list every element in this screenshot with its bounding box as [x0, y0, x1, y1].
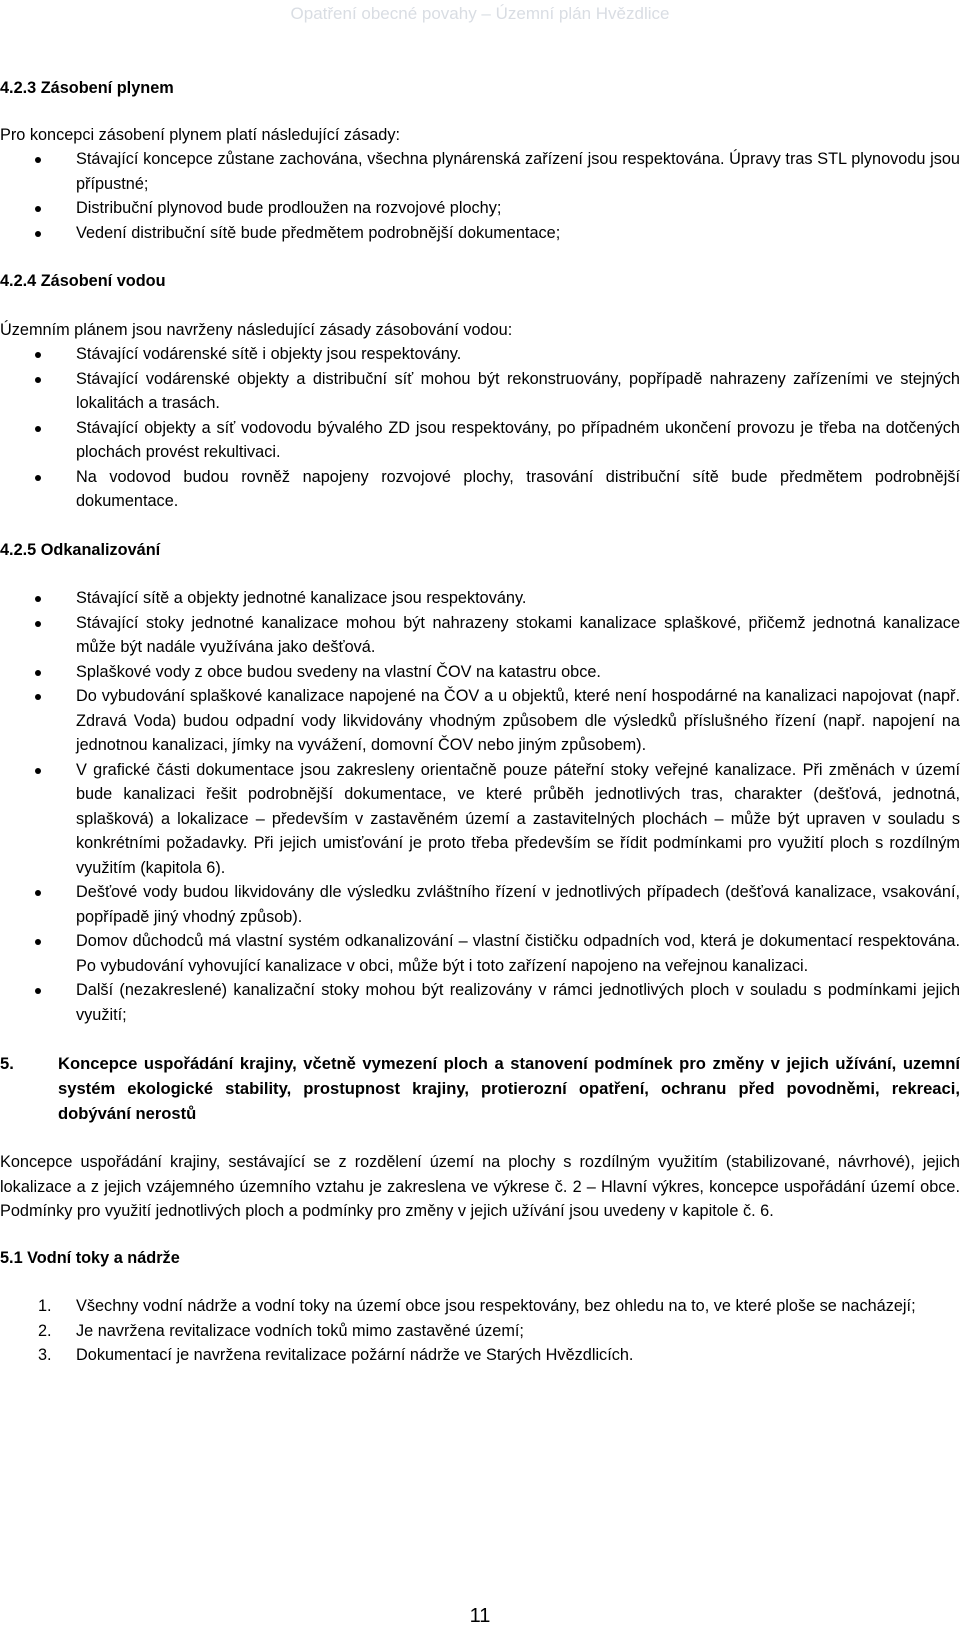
list-item: Na vodovod budou rovněž napojeny rozvojové plochy, trasování distribuční sítě bude předmětem podrobnější dokumentace. [0, 465, 960, 514]
item-text: Je navržena revitalizace vodních toků mimo zastavěné území; [76, 1321, 524, 1340]
list-item: V grafické části dokumentace jsou zakresleny orientačně pouze páteřní stoky veřejné kanalizace. Při změnách v území bude kanalizaci řešit podrobnější dokumentace, ve které průběh jednotlivých tras, charakter (dešťová, jednotná, splašková) a lokalizace – především v zastavěném území a zastavitelných plochách – může být upraven v souladu s konkrétními požadavky. Při jejich umisťování je proto třeba především se řídit podmínkami pro využití ploch s rozdílným využitím (kapitola 6). [0, 758, 960, 881]
chapter-number: 5. [0, 1054, 14, 1073]
item-number: 1. [38, 1297, 52, 1315]
sewer-list [0, 586, 960, 1027]
list-item: Stávající sítě a objekty jednotné kanalizace jsou respektovány. [0, 586, 960, 611]
list-item: Distribuční plynovod bude prodloužen na rozvojové plochy; [0, 196, 960, 221]
item-number: 2. [38, 1321, 52, 1340]
running-header: Opatření obecné povahy – Územní plán Hvězdlice [290, 4, 670, 23]
water-list [0, 342, 960, 514]
list-item [0, 1294, 960, 1319]
list-item: Stávající koncepce zůstane zachována, všechna plynárenská zařízení jsou respektována. Úpravy tras STL plynovodu jsou přípustné; [0, 147, 960, 196]
item-number: 3. [38, 1346, 52, 1364]
water-bodies-list [0, 1294, 960, 1368]
list-item: Stávající stoky jednotné kanalizace mohou být nahrazeny stokami kanalizace splaškové, přičemž jednotná kanalizace může být nadále využívána jako dešťová. [0, 611, 960, 660]
list-item: Vedení distribuční sítě bude předmětem podrobnější dokumentace; [0, 221, 960, 246]
page-number: 11 [469, 1605, 491, 1627]
list-item: Stávající vodárenské sítě i objekty jsou respektovány. [0, 342, 960, 367]
gas-intro: Pro koncepci zásobení plynem platí následující zásady: [0, 125, 401, 144]
list-item: Do vybudování splaškové kanalizace napojené na ČOV a u objektů, které není hospodárné na kanalizaci napojovat (např. Zdravá Voda) budou odpadní vody likvidovány vhodným způsobem dle výsledků příslušného řízení (např. napojení na jednotnou kanalizaci, jímky na vyvážení, domovní ČOV nebo jiným způsobem). [0, 684, 960, 758]
list-item: Splaškové vody z obce budou svedeny na vlastní ČOV na katastru obce. [0, 660, 960, 685]
heading-water-bodies: 5.1 Vodní toky a nádrže [0, 1248, 180, 1267]
list-item: Domov důchodců má vlastní systém odkanalizování – vlastní čističku odpadních vod, která je dokumentací respektována. Po vybudování vyhovující kanalizace v obci, může být i toto zařízení napojeno na veřejnou kanalizaci. [0, 929, 960, 978]
item-text: Všechny vodní nádrže a vodní toky na území obce jsou respektovány, bez ohledu na to, ve které ploše se nacházejí; [76, 1297, 916, 1315]
list-item [0, 1343, 960, 1368]
item-text: Dokumentací je navržena revitalizace požární nádrže ve Starých Hvězdlicích. [76, 1346, 634, 1364]
list-item [0, 1319, 960, 1344]
chapter-5-heading [0, 1051, 960, 1126]
heading-water-supply: 4.2.4 Zásobení vodou [0, 272, 166, 290]
list-item: Stávající objekty a síť vodovodu bývalého ZD jsou respektovány, po případném ukončení provozu je třeba na dotčených plochách provést rekultivaci. [0, 416, 960, 465]
list-item: Další (nezakreslené) kanalizační stoky mohou být realizovány v rámci jednotlivých ploch v souladu s podmínkami jejich využití; [0, 978, 960, 1027]
heading-gas-supply: 4.2.3 Zásobení plynem [0, 79, 174, 97]
chapter-title: Koncepce uspořádání krajiny, včetně vymezení ploch a stanovení podmínek pro změny v jejich užívání, uzemní systém ekologické stability, prostupnost krajiny, protierozní opatření, ochranu před povodněmi, rekreaci, dobývání nerostů [58, 1054, 960, 1123]
water-intro: Územním plánem jsou navrženy následující zásady zásobování vodou: [0, 320, 513, 339]
page-content [0, 76, 960, 1368]
gas-list [0, 147, 960, 245]
list-item: Dešťové vody budou likvidovány dle výsledku zvláštního řízení v jednotlivých případech (dešťová kanalizace, vsakování, popřípadě jiný vhodný způsob). [0, 880, 960, 929]
heading-sewerage: 4.2.5 Odkanalizování [0, 540, 161, 559]
chapter-5-paragraph: Koncepce uspořádání krajiny, sestávající se z rozdělení území na plochy s rozdílným využitím (stabilizované, návrhové), jejich lokalizace a z jejich vzájemného územního vztahu je zakreslena ve výkrese č. 2 – Hlavní výkres, koncepce uspořádání území obce. Podmínky pro využití jednotlivých ploch a podmínky pro změny v jejich užívání jsou uvedeny v kapitole č. 6. [0, 1153, 960, 1220]
list-item: Stávající vodárenské objekty a distribuční síť mohou být rekonstruovány, popřípadě nahrazeny zařízeními ve stejných lokalitách a trasách. [0, 367, 960, 416]
